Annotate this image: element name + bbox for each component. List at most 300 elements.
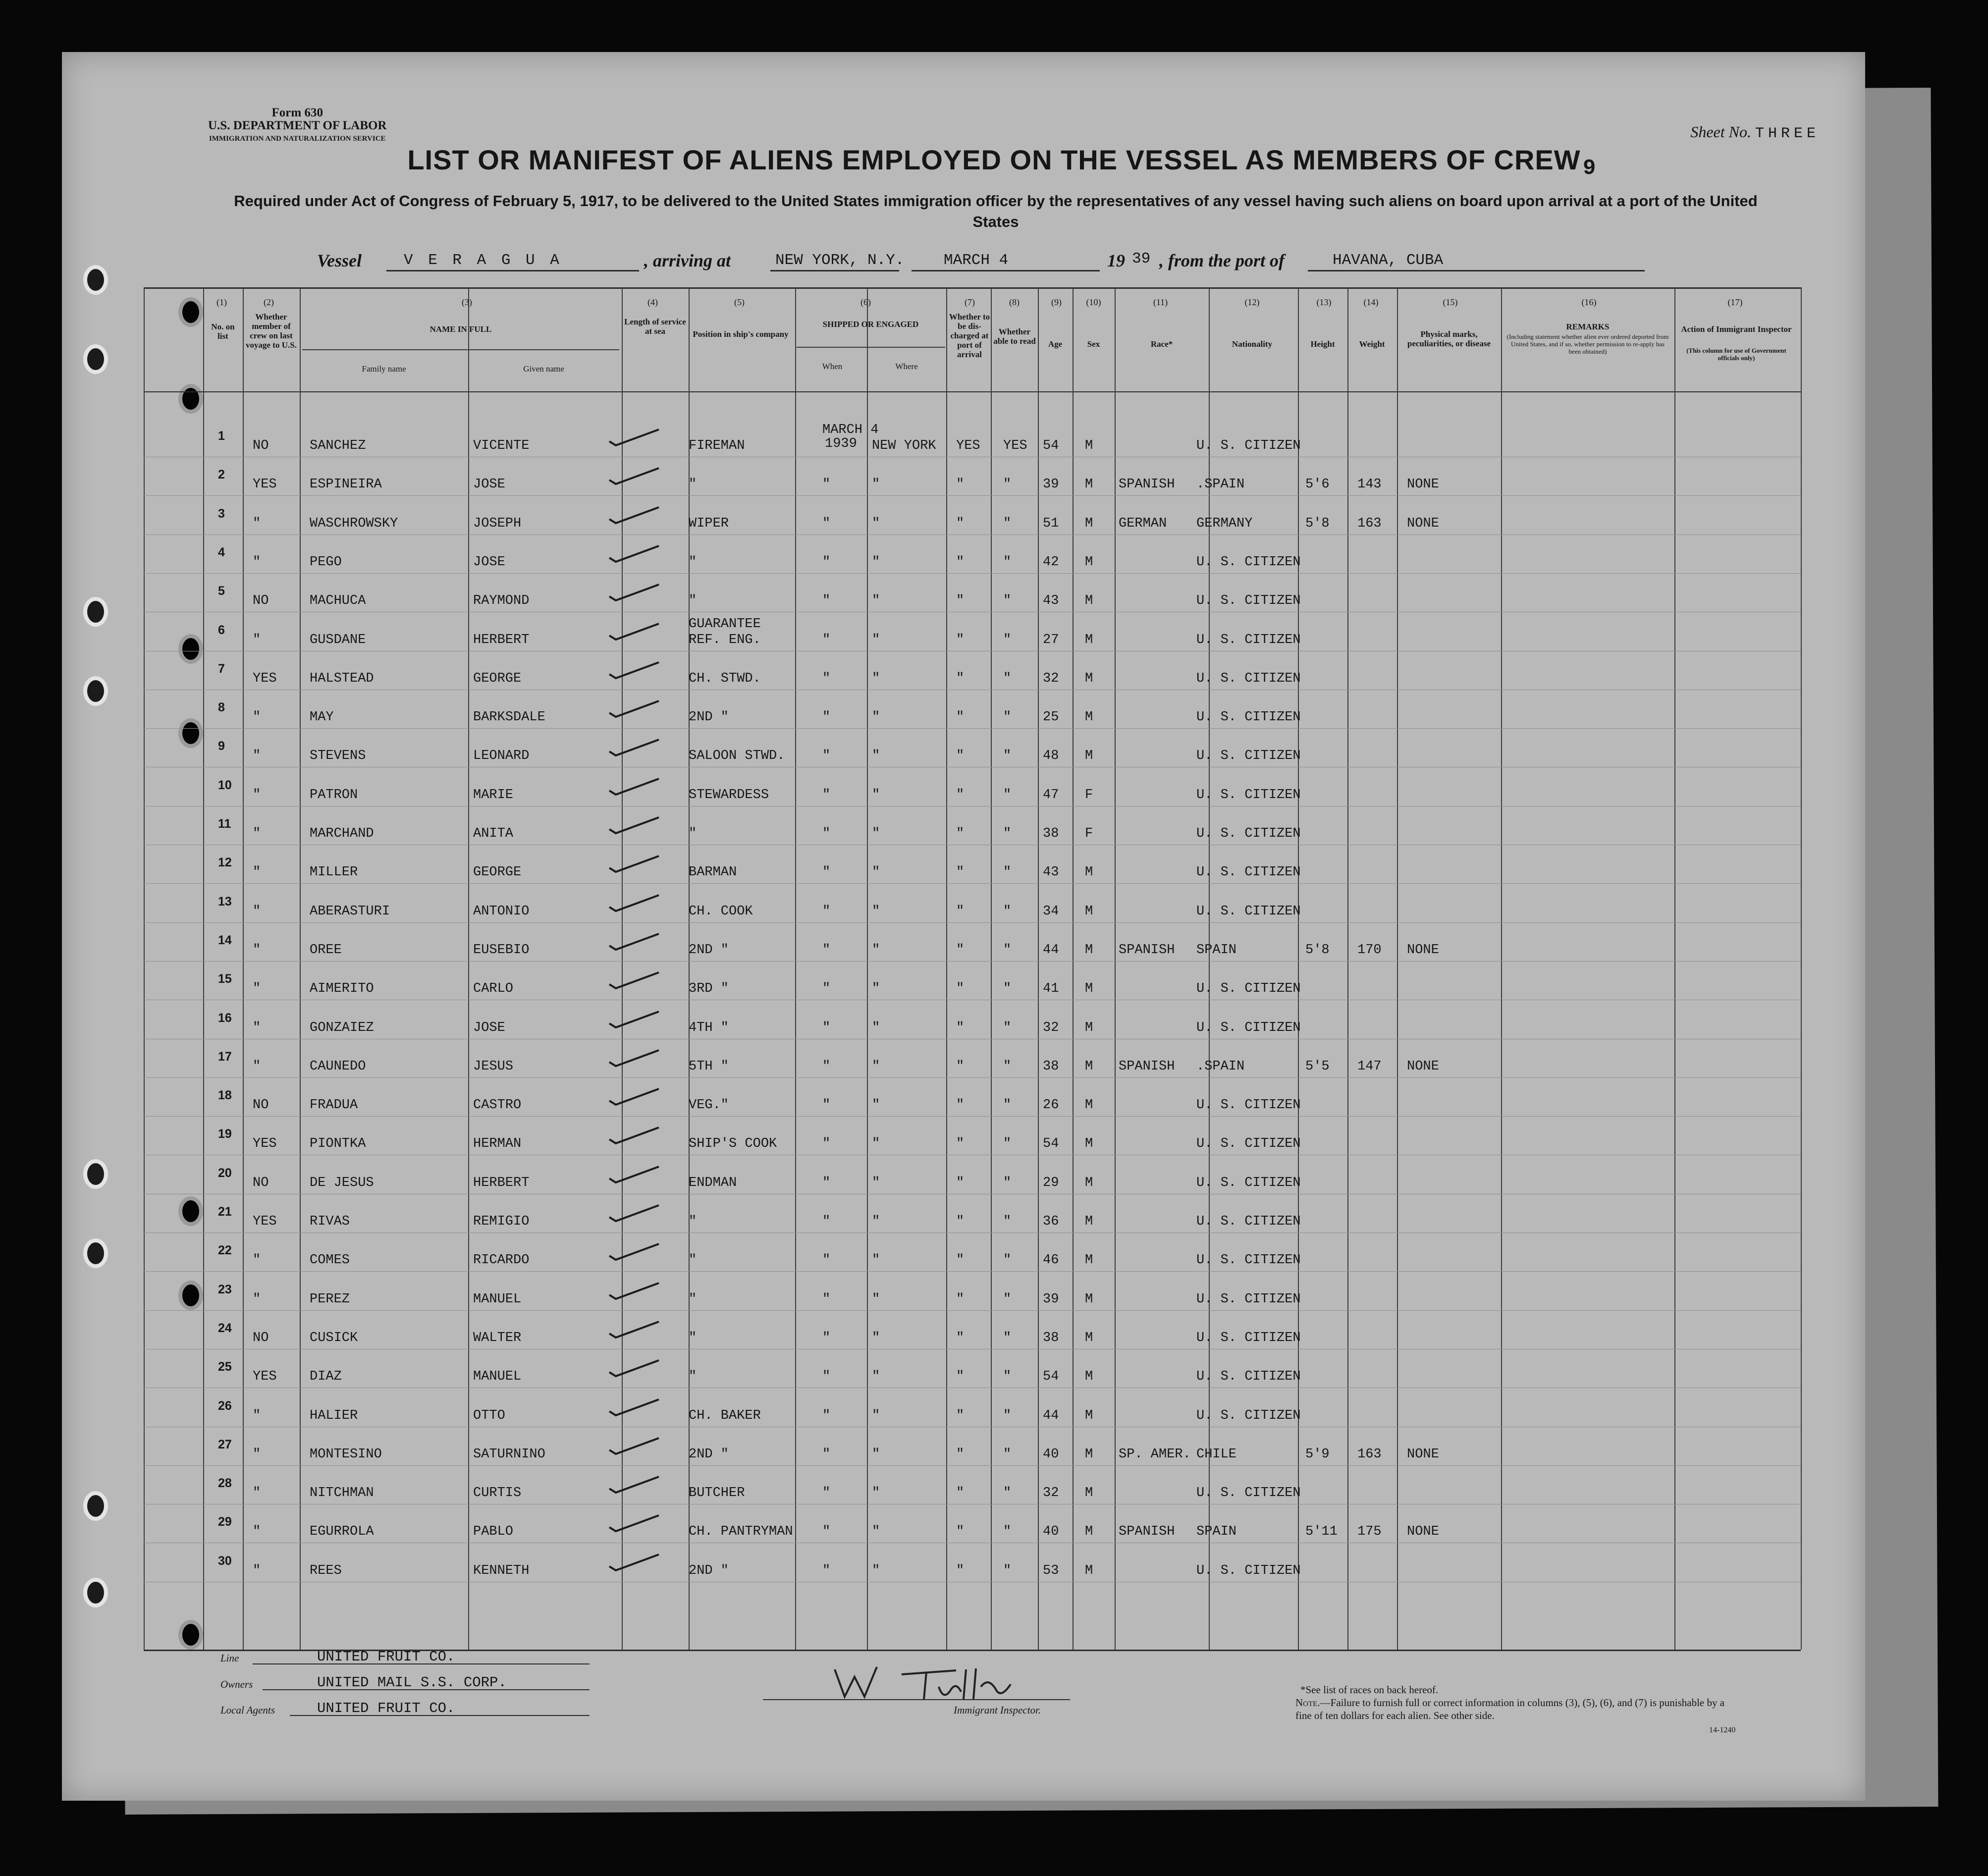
- binder-hole: [178, 384, 203, 414]
- row-number: 16: [218, 1011, 232, 1025]
- member-last-voyage-cell: ": [253, 632, 261, 647]
- sex-cell: M: [1085, 1291, 1093, 1307]
- discharged-cell: ": [956, 904, 965, 919]
- row-number: 5: [218, 584, 225, 598]
- position-cell: ": [689, 1330, 697, 1345]
- column-number: (2): [264, 297, 274, 307]
- shipped-when-cell: ": [822, 554, 831, 570]
- given-name-cell: SATURNINO: [473, 1447, 545, 1462]
- sex-cell: M: [1085, 749, 1093, 764]
- nationality-cell: U. S. CITIZEN: [1196, 826, 1301, 841]
- checkmark-icon: [607, 1475, 661, 1495]
- nationality-cell: U. S. CITIZEN: [1196, 1214, 1301, 1229]
- physical-marks-cell: NONE: [1407, 1524, 1439, 1540]
- binder-hole: [178, 1281, 203, 1310]
- column-number: (4): [647, 297, 658, 307]
- shipped-when-cell: ": [822, 477, 831, 492]
- family-name-cell: WASCHROWSKY: [310, 516, 398, 531]
- shipped-when-cell: ": [822, 1059, 831, 1074]
- form-number: Form 630: [271, 106, 323, 119]
- able-to-read-cell: ": [1003, 1330, 1012, 1345]
- nationality-cell: U. S. CITIZEN: [1196, 554, 1301, 570]
- discharged-cell: ": [956, 671, 965, 686]
- column-divider: [991, 287, 992, 1650]
- position-cell: 5TH ": [689, 1059, 729, 1074]
- given-name-cell: BARKSDALE: [473, 710, 545, 725]
- able-to-read-cell: ": [1003, 593, 1012, 609]
- shipped-when-cell: ": [822, 1214, 831, 1229]
- column-number: (8): [1009, 297, 1020, 307]
- member-last-voyage-cell: ": [253, 516, 261, 531]
- family-name-cell: DE JESUS: [310, 1175, 374, 1190]
- document-title: LIST OR MANIFEST OF ALIENS EMPLOYED ON THE VESSEL AS MEMBERS OF CREW: [407, 144, 1581, 175]
- able-to-read-cell: ": [1003, 1059, 1012, 1074]
- column-divider: [1501, 287, 1502, 1650]
- column-number: (9): [1051, 297, 1062, 307]
- inspector-label: Immigrant Inspector.: [954, 1704, 1041, 1716]
- shipped-when-cell: ": [822, 516, 831, 531]
- line-label: Line: [220, 1652, 239, 1664]
- document-subtitle: Required under Act of Congress of February 5, 1917, to be delivered to the United States immigration officer by the representatives of any vessel having such aliens on board upon arrival at a port of the United States: [234, 192, 1758, 230]
- arrival-port: NEW YORK, N.Y.: [775, 252, 905, 269]
- nationality-cell: U. S. CITIZEN: [1196, 1563, 1301, 1578]
- checkmark-icon: [607, 699, 661, 719]
- checkmark-icon: [607, 893, 661, 913]
- checkmark-icon: [607, 466, 661, 486]
- column-number: (14): [1363, 297, 1379, 307]
- row-number: 30: [218, 1554, 232, 1568]
- from-port-label: , from the port of: [1159, 251, 1285, 270]
- binder-hole: [83, 1491, 108, 1521]
- given-name-cell: JESUS: [473, 1059, 514, 1074]
- column-divider: [1347, 287, 1348, 1650]
- height-cell: 5'5: [1305, 1059, 1330, 1074]
- shipped-where-cell: ": [872, 1486, 880, 1501]
- height-cell: 5'6: [1305, 477, 1330, 492]
- position-cell: ": [689, 1214, 697, 1229]
- age-cell: 44: [1043, 1408, 1059, 1423]
- binder-hole: [178, 1196, 203, 1226]
- member-last-voyage-cell: YES: [253, 477, 277, 492]
- given-name-cell: JOSE: [473, 1020, 505, 1035]
- discharged-cell: ": [956, 632, 965, 647]
- row-number: 27: [218, 1437, 232, 1451]
- given-name-cell: VICENTE: [473, 438, 530, 453]
- binder-hole: [83, 597, 108, 627]
- position-cell: ": [689, 554, 697, 570]
- height-cell: 5'8: [1305, 942, 1330, 958]
- row-number: 7: [218, 661, 225, 676]
- able-to-read-cell: ": [1003, 826, 1012, 841]
- sex-cell: M: [1085, 1524, 1093, 1540]
- sex-cell: M: [1085, 593, 1093, 609]
- discharged-cell: ": [956, 1291, 965, 1307]
- able-to-read-cell: ": [1003, 787, 1012, 803]
- age-cell: 39: [1043, 1291, 1059, 1307]
- race-cell: SP. AMER.: [1119, 1447, 1191, 1462]
- header-remarks: REMARKS: [1566, 322, 1610, 331]
- shipped-where-cell: ": [872, 787, 880, 803]
- year-prefix: 19: [1107, 251, 1125, 270]
- nationality-cell: U. S. CITIZEN: [1196, 1098, 1301, 1113]
- sex-cell: F: [1085, 787, 1093, 803]
- family-name-cell: REES: [310, 1563, 342, 1578]
- discharged-cell: ": [956, 1447, 965, 1462]
- nationality-cell: U. S. CITIZEN: [1196, 865, 1301, 880]
- member-last-voyage-cell: ": [253, 749, 261, 764]
- checkmark-icon: [607, 1242, 661, 1262]
- shipped-where-cell: ": [872, 1098, 880, 1113]
- nationality-cell: U. S. CITIZEN: [1196, 632, 1301, 647]
- discharged-cell: ": [956, 1098, 965, 1113]
- column-divider: [203, 287, 204, 1650]
- member-last-voyage-cell: ": [253, 981, 261, 997]
- penalty-note: [1295, 1696, 1736, 1722]
- member-last-voyage-cell: ": [253, 1524, 261, 1540]
- header-able-to-read: Whether able to read: [993, 327, 1036, 346]
- height-cell: 5'11: [1305, 1524, 1338, 1540]
- member-last-voyage-cell: YES: [253, 1214, 277, 1229]
- shipped-when-cell: ": [822, 981, 831, 997]
- shipped-when-cell: ": [822, 1253, 831, 1268]
- discharged-cell: ": [956, 1524, 965, 1540]
- row-number: 23: [218, 1282, 232, 1296]
- shipped-when-cell: ": [822, 865, 831, 880]
- shipped-where-cell: ": [872, 671, 880, 686]
- binder-hole: [178, 297, 203, 327]
- shipped-where-cell: ": [872, 1214, 880, 1229]
- given-name-cell: HERMAN: [473, 1136, 522, 1152]
- discharged-cell: ": [956, 1136, 965, 1152]
- family-name-cell: OREE: [310, 942, 342, 958]
- sex-cell: M: [1085, 477, 1093, 492]
- discharged-cell: ": [956, 826, 965, 841]
- header-length-service: Length of service at sea: [624, 317, 686, 336]
- member-last-voyage-cell: ": [253, 787, 261, 803]
- able-to-read-cell: ": [1003, 1175, 1012, 1190]
- discharged-cell: ": [956, 1214, 965, 1229]
- checkmark-icon: [607, 1358, 661, 1378]
- sex-cell: M: [1085, 710, 1093, 725]
- header-remarks-note: (Including statement whether alien ever ordered deported from United States, and if so, whether permission to re-apply has been obtained): [1506, 333, 1669, 355]
- header-shipped: SHIPPED OR ENGAGED: [822, 320, 919, 329]
- nationality-cell: U. S. CITIZEN: [1196, 671, 1301, 686]
- age-cell: 38: [1043, 826, 1059, 841]
- able-to-read-cell: ": [1003, 865, 1012, 880]
- nationality-cell: .SPAIN: [1196, 1059, 1245, 1074]
- race-cell: SPANISH: [1119, 942, 1175, 958]
- column-divider: [1397, 287, 1398, 1650]
- member-last-voyage-cell: ": [253, 826, 261, 841]
- shipped-where-cell: ": [872, 710, 880, 725]
- position-cell: SHIP'S COOK: [689, 1136, 777, 1152]
- discharged-cell: ": [956, 787, 965, 803]
- shipped-when-cell: ": [822, 1020, 831, 1035]
- sex-cell: M: [1085, 865, 1093, 880]
- nationality-cell: U. S. CITIZEN: [1196, 710, 1301, 725]
- nationality-cell: U. S. CITIZEN: [1196, 1330, 1301, 1345]
- shipped-where-cell: ": [872, 1369, 880, 1385]
- column-number: (13): [1316, 297, 1332, 307]
- table-header-border: [144, 391, 1801, 392]
- family-name-cell: HALSTEAD: [310, 671, 374, 686]
- height-cell: 5'9: [1305, 1447, 1330, 1462]
- checkmark-icon: [607, 1436, 661, 1456]
- agents-value: UNITED FRUIT CO.: [317, 1700, 455, 1716]
- sex-cell: M: [1085, 1369, 1093, 1385]
- discharged-cell: ": [956, 593, 965, 609]
- row-number: 9: [218, 739, 225, 753]
- able-to-read-cell: ": [1003, 1408, 1012, 1423]
- column-number: (5): [734, 297, 745, 307]
- column-divider: [243, 287, 244, 1650]
- checkmark-icon: [607, 932, 661, 952]
- given-name-cell: CASTRO: [473, 1098, 522, 1113]
- able-to-read-cell: YES: [1003, 438, 1027, 453]
- able-to-read-cell: ": [1003, 1447, 1012, 1462]
- discharged-cell: ": [956, 1330, 965, 1345]
- able-to-read-cell: ": [1003, 942, 1012, 958]
- race-cell: SPANISH: [1119, 477, 1175, 492]
- able-to-read-cell: ": [1003, 981, 1012, 997]
- physical-marks-cell: NONE: [1407, 1059, 1439, 1074]
- row-number: 21: [218, 1205, 232, 1219]
- sex-cell: M: [1085, 554, 1093, 570]
- age-cell: 47: [1043, 787, 1059, 803]
- binder-hole: [83, 1578, 108, 1608]
- position-cell: BUTCHER: [689, 1486, 745, 1501]
- family-name-cell: ABERASTURI: [310, 904, 390, 919]
- column-number: (15): [1443, 297, 1458, 307]
- row-number: 18: [218, 1088, 232, 1103]
- member-last-voyage-cell: NO: [253, 593, 269, 609]
- checkmark-icon: [607, 1397, 661, 1417]
- row-number: 6: [218, 623, 225, 637]
- discharged-cell: ": [956, 1369, 965, 1385]
- weight-cell: 170: [1357, 942, 1382, 958]
- position-cell: 2ND ": [689, 942, 729, 958]
- age-cell: 41: [1043, 981, 1059, 997]
- member-last-voyage-cell: ": [253, 1059, 261, 1074]
- sex-cell: M: [1085, 942, 1093, 958]
- age-cell: 51: [1043, 516, 1059, 531]
- shipped-where-cell: ": [872, 1291, 880, 1307]
- family-name-cell: FRADUA: [310, 1098, 358, 1113]
- given-name-cell: MANUEL: [473, 1291, 522, 1307]
- position-cell: ": [689, 477, 697, 492]
- shipped-where-cell: ": [872, 942, 880, 958]
- given-name-cell: CARLO: [473, 981, 514, 997]
- binder-hole: [178, 718, 203, 748]
- column-number: (17): [1727, 297, 1743, 307]
- shipped-where-cell: ": [872, 1447, 880, 1462]
- sex-cell: M: [1085, 632, 1093, 647]
- row-number: 28: [218, 1476, 232, 1491]
- header-height: Height: [1310, 339, 1335, 349]
- shipped-when-cell: ": [822, 787, 831, 803]
- header-name-in-full: NAME IN FULL: [430, 324, 492, 334]
- nationality-cell: SPAIN: [1196, 1524, 1237, 1540]
- shipped-where-cell: ": [872, 1563, 880, 1578]
- column-divider: [1674, 287, 1675, 1650]
- discharged-cell: ": [956, 1563, 965, 1578]
- member-last-voyage-cell: ": [253, 1291, 261, 1307]
- weight-cell: 147: [1357, 1059, 1382, 1074]
- nationality-cell: U. S. CITIZEN: [1196, 438, 1301, 453]
- shipped-when-cell: ": [822, 826, 831, 841]
- vessel-label: Vessel: [317, 251, 362, 270]
- age-cell: 44: [1043, 942, 1059, 958]
- member-last-voyage-cell: NO: [253, 1175, 269, 1190]
- row-number: 15: [218, 972, 232, 986]
- checkmark-icon: [607, 583, 661, 602]
- given-name-cell: MANUEL: [473, 1369, 522, 1385]
- checkmark-icon: [607, 1126, 661, 1145]
- header-discharged: Whether to be dis-charged at port of arrival: [949, 312, 990, 359]
- family-name-cell: CAUNEDO: [310, 1059, 366, 1074]
- position-cell: CH. STWD.: [689, 671, 761, 686]
- sex-cell: M: [1085, 1059, 1093, 1074]
- shipped-where-cell: ": [872, 749, 880, 764]
- header-nationality: Nationality: [1232, 339, 1273, 349]
- position-cell: GUARANTEE: [689, 616, 761, 632]
- position-cell: ": [689, 1253, 697, 1268]
- vessel-name: V E R A G U A: [404, 252, 562, 269]
- sheet-number-value: THREE: [1755, 125, 1820, 142]
- family-name-cell: SANCHEZ: [310, 438, 366, 453]
- weight-cell: 163: [1357, 1447, 1382, 1462]
- column-number: (10): [1086, 297, 1101, 307]
- able-to-read-cell: ": [1003, 516, 1012, 531]
- checkmark-icon: [607, 1048, 661, 1068]
- shipped-when-cell: ": [822, 1136, 831, 1152]
- position-cell: ": [689, 1291, 697, 1307]
- binder-hole: [178, 1620, 203, 1650]
- arriving-label: , arriving at: [644, 251, 731, 270]
- age-cell: 54: [1043, 1136, 1059, 1152]
- header-position: Position in ship's company: [693, 329, 789, 339]
- binder-hole: [83, 1159, 108, 1189]
- race-cell: SPANISH: [1119, 1524, 1175, 1540]
- checkmark-icon: [607, 1513, 661, 1533]
- sex-cell: M: [1085, 1330, 1093, 1345]
- column-number: (1): [216, 297, 227, 307]
- nationality-cell: SPAIN: [1196, 942, 1237, 958]
- header-race: Race*: [1150, 339, 1173, 349]
- discharged-cell: ": [956, 1175, 965, 1190]
- given-name-cell: GEORGE: [473, 865, 522, 880]
- family-name-cell: RIVAS: [310, 1214, 350, 1229]
- family-name-cell: PEREZ: [310, 1291, 350, 1307]
- age-cell: 25: [1043, 710, 1059, 725]
- header-physical: Physical marks, peculiarities, or disease: [1407, 329, 1491, 348]
- member-last-voyage-cell: NO: [253, 1098, 269, 1113]
- family-name-cell: PATRON: [310, 787, 358, 803]
- shipped-where-cell: ": [872, 516, 880, 531]
- height-cell: 5'8: [1305, 516, 1330, 531]
- row-number: 25: [218, 1360, 232, 1374]
- given-name-cell: JOSE: [473, 477, 505, 492]
- family-name-cell: PEGO: [310, 554, 342, 570]
- shipped-where-cell: ": [872, 1020, 880, 1035]
- nationality-cell: U. S. CITIZEN: [1196, 1136, 1301, 1152]
- shipped-where-cell: ": [872, 826, 880, 841]
- column-number: (12): [1244, 297, 1260, 307]
- note-label: Note.: [1295, 1697, 1320, 1709]
- nationality-cell: CHILE: [1196, 1447, 1237, 1462]
- row-number: 20: [218, 1166, 232, 1180]
- department-name: U.S. DEPARTMENT OF LABOR: [208, 119, 387, 132]
- row-number: 1: [218, 429, 225, 443]
- shipped-where-cell: ": [872, 1136, 880, 1152]
- checkmark-icon: [607, 1203, 661, 1223]
- shipped-when-cell: ": [822, 710, 831, 725]
- age-cell: 27: [1043, 632, 1059, 647]
- age-cell: 40: [1043, 1524, 1059, 1540]
- checkmark-icon: [607, 1165, 661, 1184]
- family-name-cell: GONZAIEZ: [310, 1020, 374, 1035]
- position-cell: CH. BAKER: [689, 1408, 761, 1423]
- family-name-cell: STEVENS: [310, 749, 366, 764]
- nationality-cell: U. S. CITIZEN: [1196, 1486, 1301, 1501]
- member-last-voyage-cell: ": [253, 710, 261, 725]
- sex-cell: M: [1085, 1098, 1093, 1113]
- print-code: 14-1240: [1709, 1726, 1736, 1734]
- physical-marks-cell: NONE: [1407, 942, 1439, 958]
- nationality-cell: U. S. CITIZEN: [1196, 904, 1301, 919]
- weight-cell: 175: [1357, 1524, 1382, 1540]
- header-weight: Weight: [1359, 339, 1385, 349]
- sex-cell: M: [1085, 1563, 1093, 1578]
- column-divider: [468, 287, 469, 1650]
- family-name-cell: CUSICK: [310, 1330, 358, 1345]
- able-to-read-cell: ": [1003, 1524, 1012, 1540]
- row-number: 22: [218, 1243, 232, 1258]
- column-divider: [300, 287, 301, 1650]
- position-cell: FIREMAN: [689, 438, 745, 453]
- age-cell: 54: [1043, 1369, 1059, 1385]
- member-last-voyage-cell: ": [253, 1563, 261, 1578]
- form-identification: [208, 107, 387, 145]
- shipped-where-cell: ": [872, 904, 880, 919]
- shipped-when-cell: ": [822, 632, 831, 647]
- able-to-read-cell: ": [1003, 710, 1012, 725]
- able-to-read-cell: ": [1003, 1020, 1012, 1035]
- owners-value: UNITED MAIL S.S. CORP.: [317, 1674, 507, 1691]
- able-to-read-cell: ": [1003, 904, 1012, 919]
- shipped-when-cell: ": [822, 1447, 831, 1462]
- age-cell: 34: [1043, 904, 1059, 919]
- column-divider: [1298, 287, 1299, 1650]
- discharged-cell: ": [956, 981, 965, 997]
- header-age: Age: [1048, 339, 1063, 349]
- nationality-cell: U. S. CITIZEN: [1196, 787, 1301, 803]
- member-last-voyage-cell: ": [253, 1253, 261, 1268]
- sheet-number: [1690, 123, 1820, 142]
- physical-marks-cell: NONE: [1407, 477, 1439, 492]
- member-last-voyage-cell: ": [253, 865, 261, 880]
- sex-cell: M: [1085, 1253, 1093, 1268]
- shipped-when-cell: ": [822, 1524, 831, 1540]
- weight-cell: 143: [1357, 477, 1382, 492]
- member-last-voyage-cell: ": [253, 942, 261, 958]
- family-name-cell: GUSDANE: [310, 632, 366, 647]
- shipped-where-cell: ": [872, 981, 880, 997]
- checkmark-icon: [607, 970, 661, 990]
- given-name-cell: ANITA: [473, 826, 514, 841]
- able-to-read-cell: ": [1003, 1253, 1012, 1268]
- row-number: 10: [218, 778, 232, 792]
